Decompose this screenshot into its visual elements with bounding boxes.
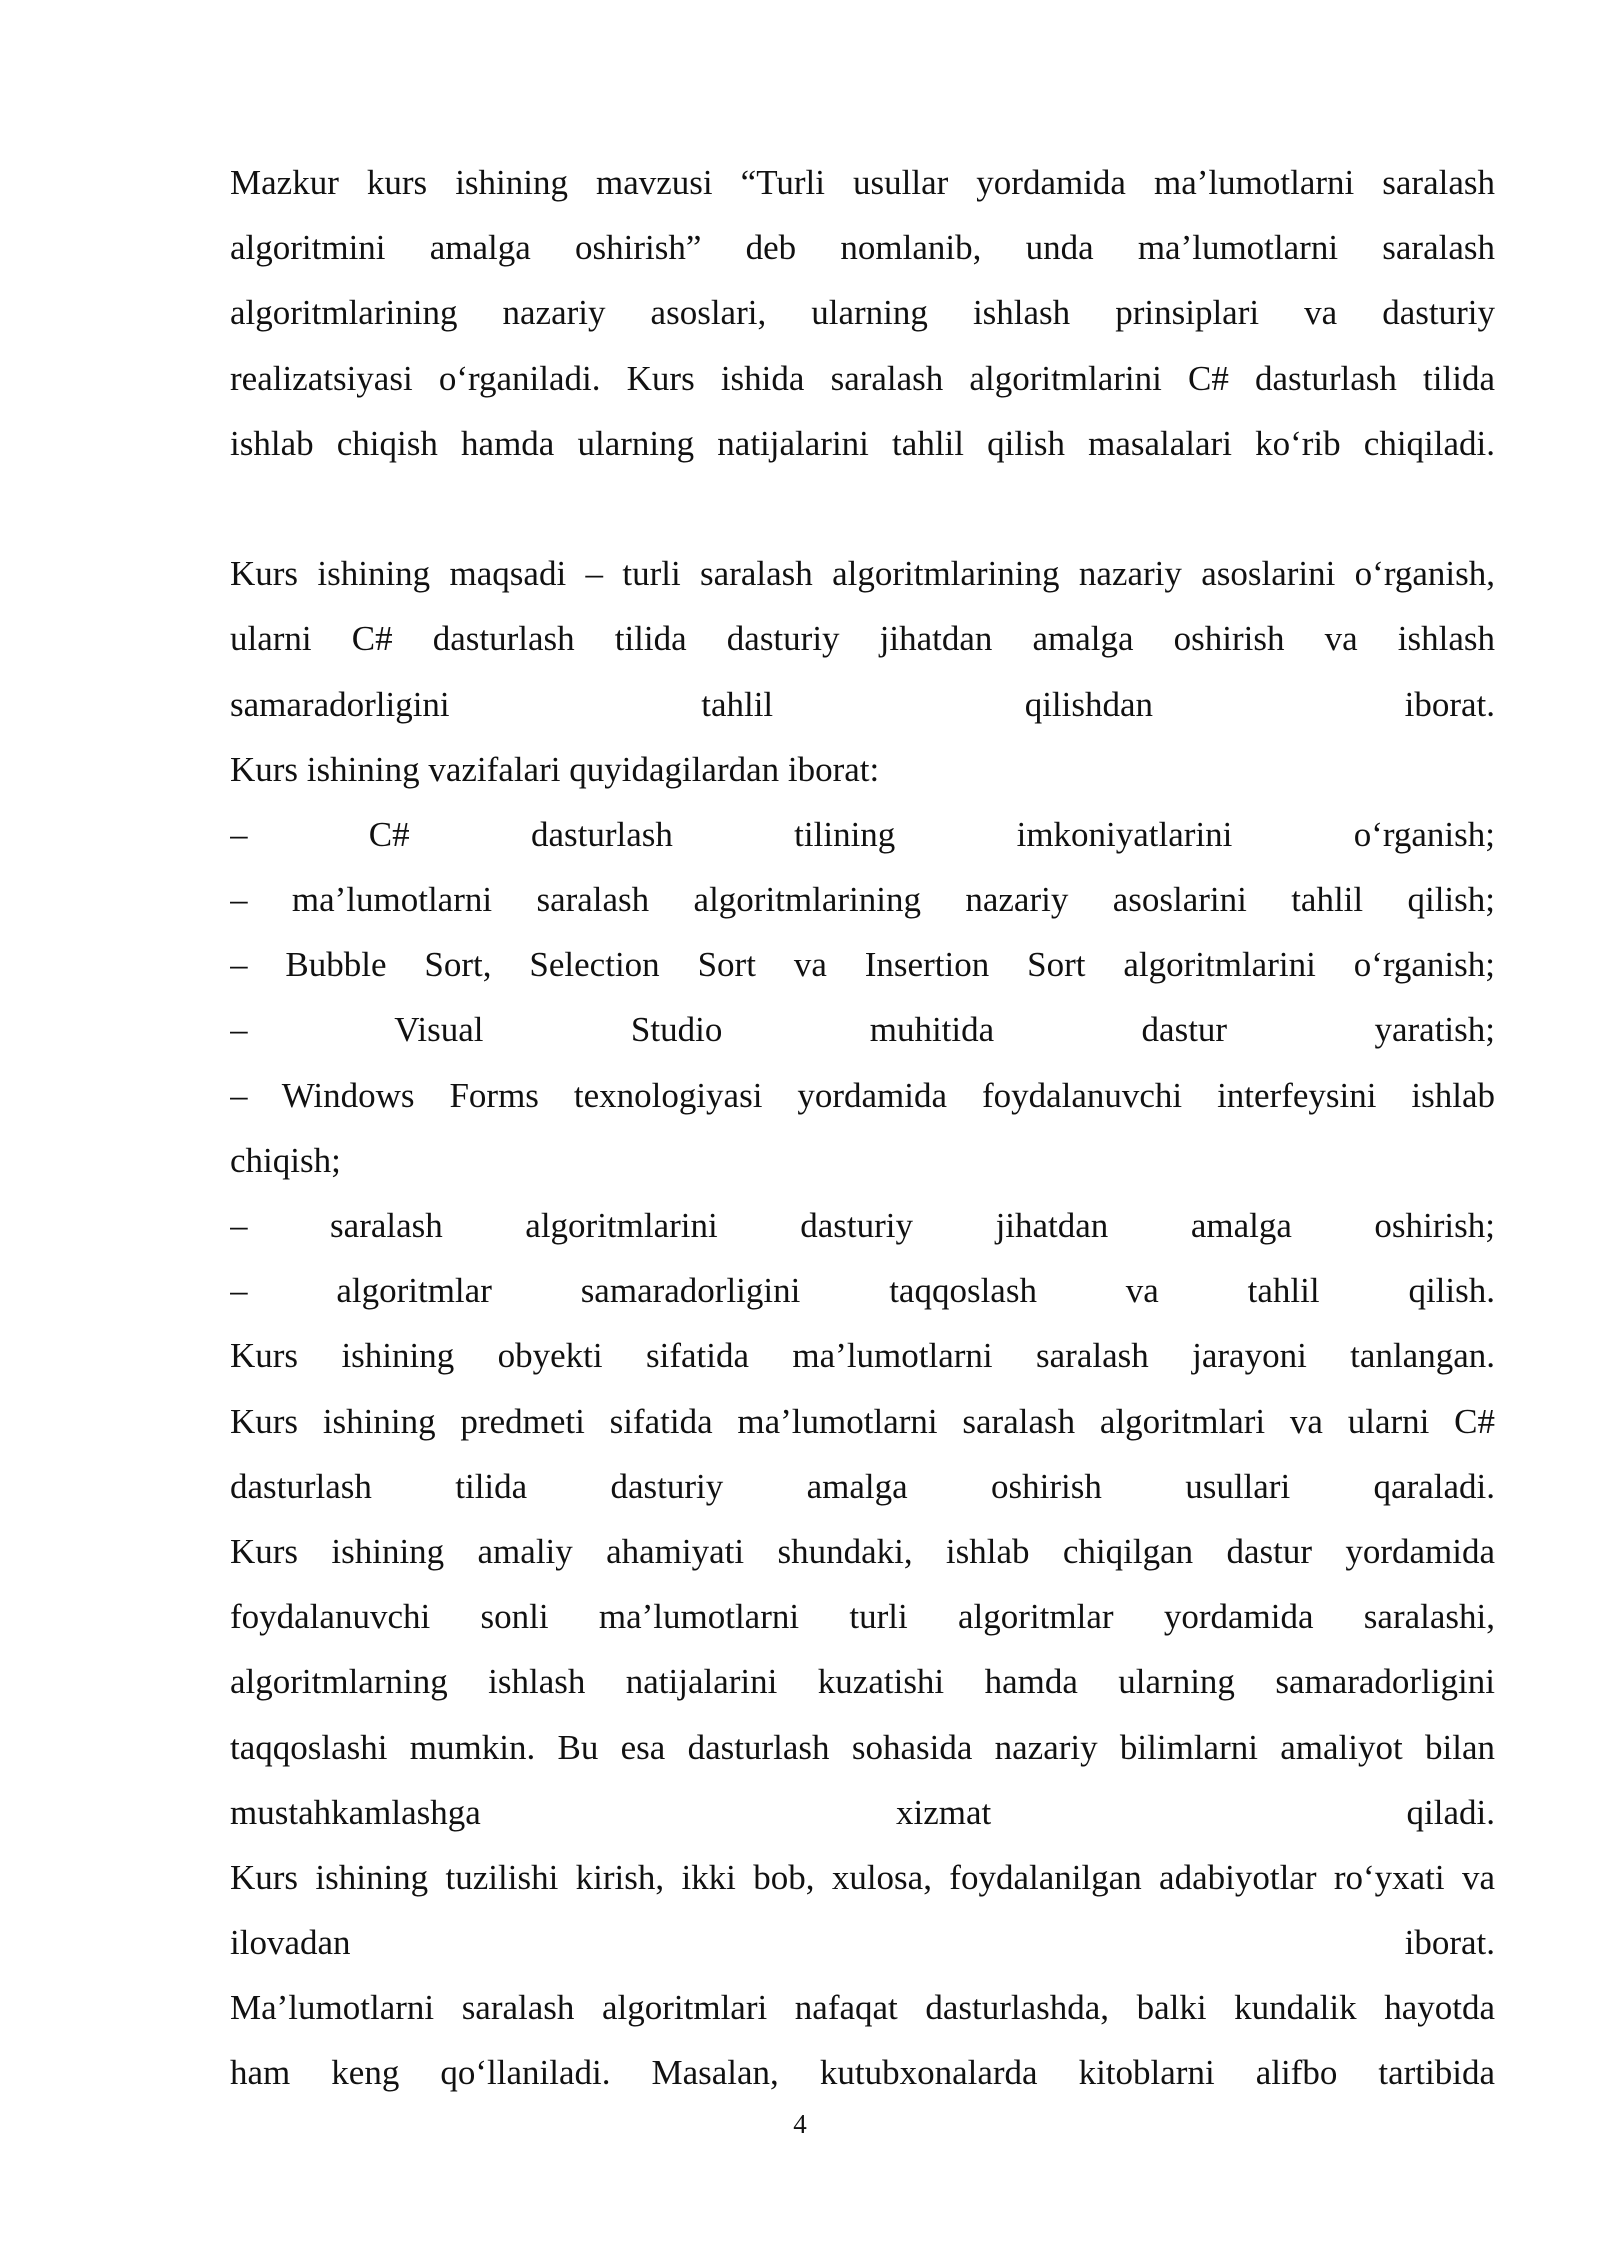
text-line: Mazkur kurs ishining mavzusi “Turli usullar yordamida ma’lumotlarni saralash [230,163,1495,202]
list-item: – saralash algoritmlarini dasturiy jihatdan amalga oshirish; [230,1206,1495,1245]
page-number: 4 [793,2109,807,2139]
text-line: Kurs ishining maqsadi – turli saralash algoritmlarining nazariy asoslarini o‘rganish, [230,554,1495,594]
list-item: – algoritmlar samaradorligini taqqoslash va tahlil qilish. [230,1271,1495,1311]
text-line: algoritmini amalga oshirish” deb nomlanib, unda ma’lumotlarni saralash [230,228,1495,268]
text-line: Ma’lumotlarni saralash algoritmlari nafaqat dasturlashda, balki kundalik hayotda [230,1988,1495,2028]
text-line: dasturlash tilida dasturiy amalga oshirish usullari qaraladi. [230,1466,1495,1506]
text-line: realizatsiyasi o‘rganiladi. Kurs ishida saralash algoritmlarini C# dasturlash tilida [230,358,1495,398]
text-line: chiqish; [230,1140,341,1180]
list-item: – ma’lumotlarni saralash algoritmlarining nazariy asoslarini tahlil qilish; [230,880,1495,920]
text-line: Kurs ishining obyekti sifatida ma’lumotlarni saralash jarayoni tanlangan. [230,1336,1495,1376]
text-line: Kurs ishining predmeti sifatida ma’lumotlarni saralash algoritmlari va ularni C# [230,1401,1495,1441]
text-line: algoritmlarning ishlash natijalarini kuzatishi hamda ularning samaradorligini [230,1662,1495,1702]
text-line: Kurs ishining amaliy ahamiyati shundaki, ishlab chiqilgan dastur yordamida [230,1531,1495,1571]
text-line: Kurs ishining vazifalari quyidagilardan iborat: [230,749,880,789]
list-item: – Windows Forms texnologiyasi yordamida foydalanuvchi interfeysini ishlab [230,1075,1495,1115]
text-line: Kurs ishining tuzilishi kirish, ikki bob, xulosa, foydalanilgan adabiyotlar ro‘yxati va [230,1857,1495,1897]
text-line: ilovadan iborat. [230,1923,1495,1963]
text-line: mustahkamlashga xizmat qiladi. [230,1792,1495,1832]
body-text [230,150,1495,2106]
text-line: samaradorligini tahlil qilishdan iborat. [230,684,1495,724]
list-item: – C# dasturlash tilining imkoniyatlarini o‘rganish; [230,814,1495,854]
text-line: taqqoslashi mumkin. Bu esa dasturlash sohasida nazariy bilimlarni amaliyot bilan [230,1727,1495,1767]
text-line: ishlab chiqish hamda ularning natijalarini tahlil qilish masalalari ko‘rib chiqiladi. [230,423,1495,463]
list-item: – Bubble Sort, Selection Sort va Insertion Sort algoritmlarini o‘rganish; [230,945,1495,985]
text-line: algoritmlarining nazariy asoslari, ularning ishlash prinsiplari va dasturiy [230,293,1495,333]
text-line: ularni C# dasturlash tilida dasturiy jihatdan amalga oshirish va ishlash [230,619,1495,659]
paragraph-gap [230,476,1495,541]
text-line: foydalanuvchi sonli ma’lumotlarni turli algoritmlar yordamida saralashi, [230,1597,1495,1637]
text-line: ham keng qo‘llaniladi. Masalan, kutubxonalarda kitoblarni alifbo tartibida [230,2053,1495,2093]
list-item: – Visual Studio muhitida dastur yaratish; [230,1010,1495,1050]
